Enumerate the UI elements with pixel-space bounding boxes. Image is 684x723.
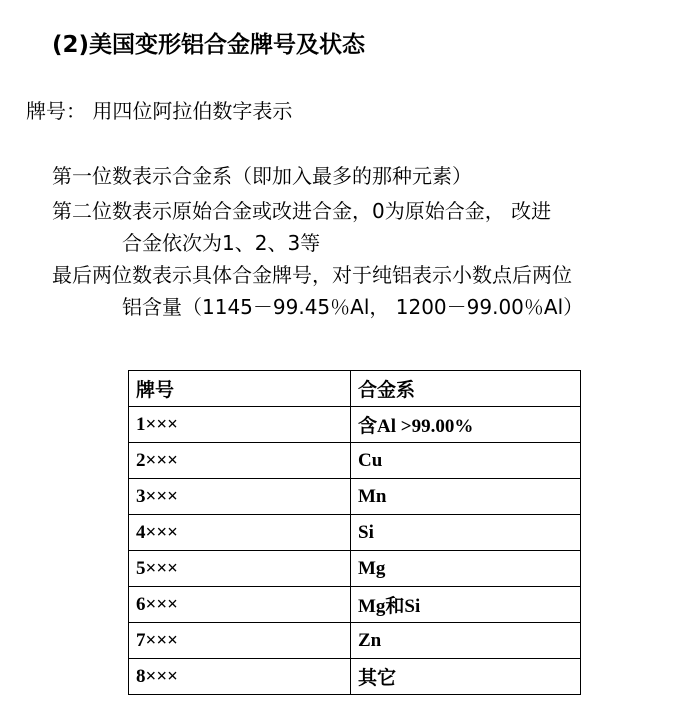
alloy-system-cell: Si: [351, 515, 581, 551]
alloy-system-cell: Mn: [351, 479, 581, 515]
table-row: [129, 407, 581, 443]
header-designation: 牌号: [129, 371, 351, 407]
table-row: [129, 659, 581, 695]
table-row: [129, 515, 581, 551]
page-title: (2)美国变形铝合金牌号及状态: [52, 32, 366, 58]
alloy-system-cell: Mg: [351, 551, 581, 587]
table-header-row: [129, 371, 581, 407]
rule-second-digit: 第二位数表示原始合金或改进合金，0为原始合金， 改进: [52, 199, 552, 223]
designation-cell: 4×××: [129, 515, 351, 551]
header-alloy-system: 合金系: [351, 371, 581, 407]
alloy-system-cell: 含Al >99.00%: [351, 407, 581, 443]
rule-second-digit-continued: 合金依次为1、2、3等: [122, 231, 321, 255]
table-row: [129, 623, 581, 659]
designation-cell: 5×××: [129, 551, 351, 587]
designation-intro: 牌号： 用四位阿拉伯数字表示: [26, 99, 293, 123]
designation-cell: 3×××: [129, 479, 351, 515]
alloy-series-table: [128, 370, 581, 695]
alloy-system-cell: Zn: [351, 623, 581, 659]
rule-last-two-digits-continued: 铝含量（1145－99.45％Al， 1200－99.00％Al）: [122, 295, 584, 319]
rule-first-digit: 第一位数表示合金系（即加入最多的那种元素）: [52, 164, 472, 188]
designation-cell: 2×××: [129, 443, 351, 479]
alloy-system-cell: 其它: [351, 659, 581, 695]
designation-cell: 1×××: [129, 407, 351, 443]
designation-cell: 7×××: [129, 623, 351, 659]
table-row: [129, 587, 581, 623]
alloy-system-cell: Cu: [351, 443, 581, 479]
designation-cell: 6×××: [129, 587, 351, 623]
rule-last-two-digits: 最后两位数表示具体合金牌号，对于纯铝表示小数点后两位: [52, 263, 572, 287]
table-row: [129, 443, 581, 479]
table-row: [129, 479, 581, 515]
alloy-system-cell: Mg和Si: [351, 587, 581, 623]
table-row: [129, 551, 581, 587]
designation-cell: 8×××: [129, 659, 351, 695]
